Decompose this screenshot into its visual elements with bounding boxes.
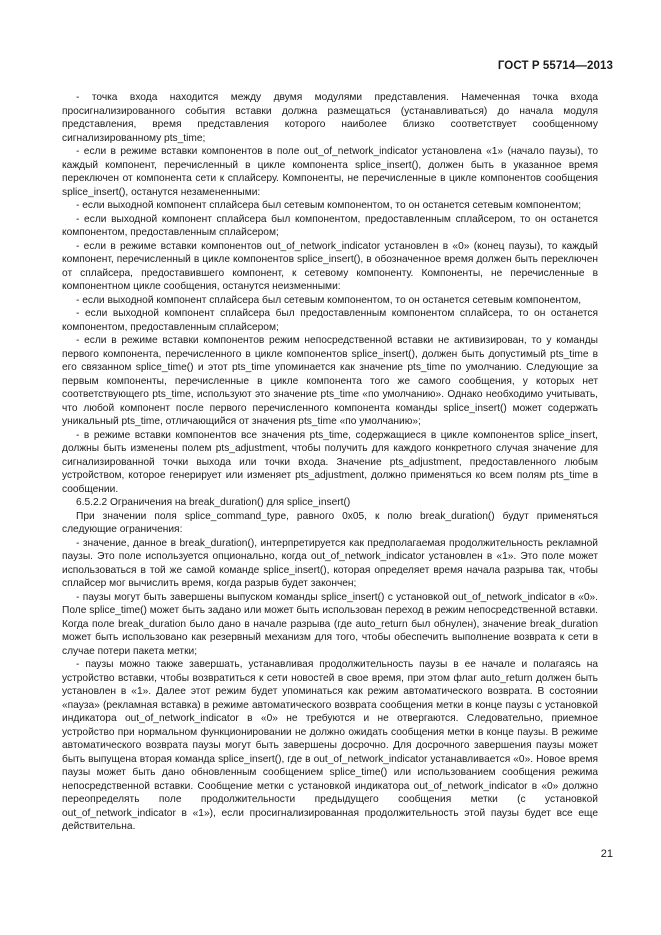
- paragraph: - если выходной компонент сплайсера был предоставленным компонентом сплайсера, то он останется компонентом, предоставленным сплайсером;: [62, 308, 598, 333]
- document-header: ГОСТ Р 55714—2013: [497, 60, 613, 72]
- section-heading: 6.5.2.2 Ограничения на break_duration() для splice_insert(): [76, 497, 351, 508]
- paragraph: - точка входа находится между двумя модулями представления. Намеченная точка входа просигнализированного события вставки должна размещаться (устанавливаться) до начала модуля представления, время представления которого наиболее близко соответствует сообщенному сигнализированному pts_time;: [62, 92, 598, 144]
- paragraph: - паузы можно также завершать, устанавливая продолжительность паузы в ее начале и полагаясь на устройство вставки, чтобы возвратиться к сети новостей в свое время, при этом флаг auto_return должен быть установлен в «1». Далее этот режим будет упоминаться как режим автоматического возврата. В состоянии «пауза» (рекламная вставка) в режиме автоматического возврата сообщения метки в конце паузы с установкой индикатора out_of_network_indicator в «0» не требуются и не отвергаются. Следовательно, приемное устройство при нормальном функционировании не должно ожидать сообщения метки в конце паузы. В режиме автоматического возврата паузы могут быть завершены досрочно. Для досрочного завершения паузы может быть выпущена вторая команда splice_insert(), где в out_of_network_indicator устанавливается «0». Новое время паузы может быть дано обновленным сообщением splice_time() или использованием сообщения режима непосредственной вставки. Сообщение метки с установкой индикатора out_of_network_indicator в «0» должно переопределять поле продолжительности предыдущего сообщения метки (с установкой out_of_network_indicator в «1»), если просигнализированная продолжительность этой паузы будет все еще действительна.: [62, 659, 598, 832]
- paragraph: - если выходной компонент сплайсера был сетевым компонентом, то он останется сетевым компонентом,: [76, 294, 582, 306]
- page-number: 21: [600, 848, 613, 860]
- paragraph: - значение, данное в break_duration(), интерпретируется как предполагаемая продолжительность рекламной паузы. Это поле используется опционально, когда out_of_network_indicator установлен в «1». Это поле может использоваться в той же самой команде splice_insert(), которая определяет время начала разрыва так, чтобы сплайсер мог вычислить время, когда разрыв будет закончен;: [62, 537, 598, 589]
- paragraph: - если в режиме вставки компонентов в поле out_of_network_indicator установлена «1» (начало паузы), то каждый компонент, перечисленный в цикле компонента splice_insert(), должен быть в указанное время переключен от компонента сети к сплайсеру. Компоненты, не перечисленные в цикле компонентов сообщения splice_insert(), останутся незамененными:: [62, 146, 598, 198]
- paragraph: - если в режиме вставки компонентов режим непосредственной вставки не активизирован, то у команды первого компонента, перечисленного в цикле компонентов splice_insert(), должен быть допустимый pts_time в его связанном splice_time() и этот pts_time упоминается как значение pts_time по умолчанию. Следующие за первым компоненты, перечисленные в цикле компонента того же самого сообщения, у которых нет соответствующего pts_time, используют это значение pts_time «по умолчанию». Однако необходимо учитывать, что любой компонент после первого перечисленного компонента команды splice_insert() может содержать уникальный pts_time, отличающийся от значения pts_time «по умолчанию»;: [62, 335, 598, 427]
- paragraph: - в режиме вставки компонентов все значения pts_time, содержащиеся в цикле компонентов splice_insert, должны быть изменены полем pts_adjustment, чтобы получить для каждого конкретного случая значение для сигнализированной точки выхода или точки входа. Значение pts_adjustment, предоставленного любым устройством, которое генерирует или изменяет pts_adjustment, должно применяться ко всем полям pts_time в сообщении.: [62, 429, 598, 495]
- paragraph: - если выходной компонент сплайсера был компонентом, предоставленным сплайсером, то он останется компонентом, предоставленным сплайсером;: [62, 213, 598, 238]
- paragraph: - если в режиме вставки компонентов out_of_network_indicator установлен в «0» (конец паузы), то каждый компонент, перечисленный в цикле компонентов splice_insert(), в обозначенное время должен быть переключен от сплайсера, предоставившего компонент, к сетевому компоненту. Компоненты, не перечисленные в компонентном цикле сообщения, останутся неизменными:: [62, 240, 598, 292]
- paragraph: - паузы могут быть завершены выпуском команды splice_insert() с установкой out_of_network_indicator в «0». Поле splice_time() может быть задано или может быть использован переход в режим непосредственной вставки. Когда поле break_duration было дано в начале разрыва (где auto_return был обнулен), значение break_duration может быть использовано как резервный механизм для того, чтобы обеспечить выполнение возврата к сети в случае потери пакета метки;: [62, 591, 599, 657]
- page-body: [62, 91, 598, 834]
- paragraph: При значении поля splice_command_type, равного 0x05, к полю break_duration() будут применяться следующие ограничения:: [62, 510, 598, 535]
- paragraph: - если выходной компонент сплайсера был сетевым компонентом, то он останется сетевым компонентом;: [76, 200, 582, 211]
